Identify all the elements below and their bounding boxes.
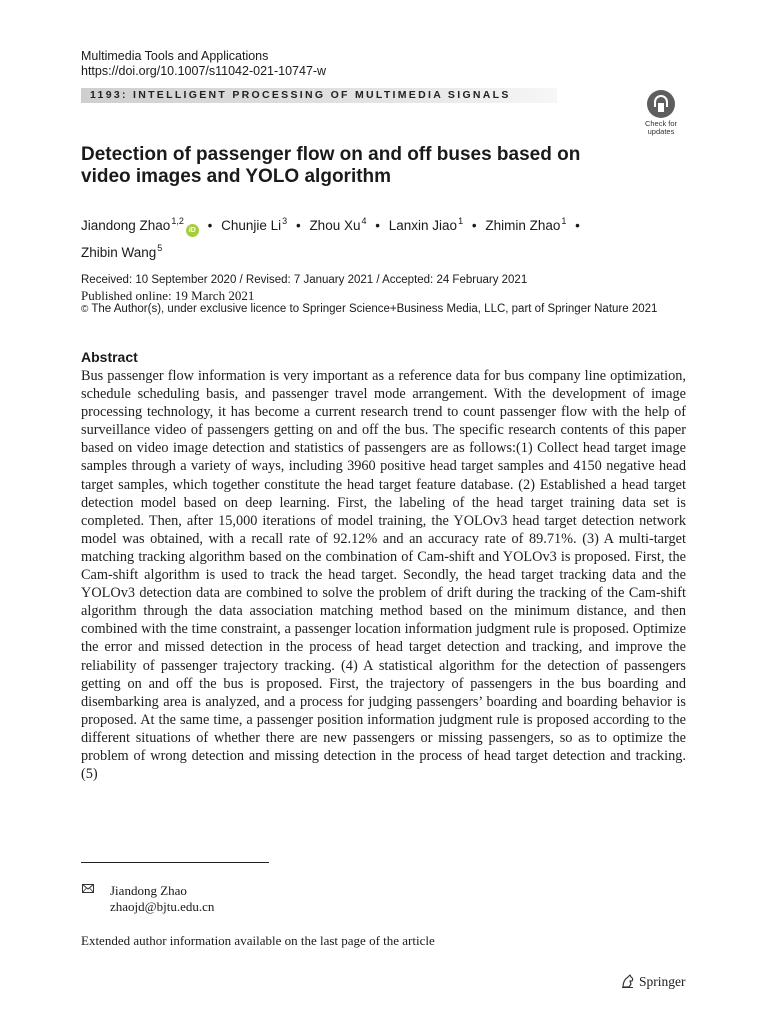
author-affiliation: 1 [561,216,567,226]
springer-logo [620,973,686,991]
author-name[interactable]: Chunjie Li [221,218,282,233]
publication-dates: Received: 10 September 2020 / Revised: 7 January 2021 / Accepted: 24 February 2021 [81,274,528,286]
corresponding-author-email[interactable]: zhaojd@bjtu.edu.cn [110,899,215,914]
section-banner: 1193: INTELLIGENT PROCESSING OF MULTIMEDIA SIGNALS [81,88,557,103]
corresponding-author-name: Jiandong Zhao [110,883,187,898]
footnote-divider [81,862,269,863]
abstract-body: Bus passenger flow information is very important as a reference data for bus company line optimization, schedule scheduling basis, and passenger travel mode arrangement. With the development of image processing technology, it has become a current research trend to count passenger flow with the help of surveillance video of passengers getting on and off the bus. The specific research contents of this paper based on video image detection and statistics of passengers are as follows:(1) Collect head target image samples through a variety of ways, including 3960 positive head target samples and 4150 negative head target samples, which together constitute the head target feature database. (2) Established a head target detection model based on deep learning. First, the labeling of the head target training data set is completed. Then, after 15,000 iterations of model training, the YOLOv3 head target detection network model was obtained, with a recall rate of 92.12% and an accuracy rate of 89.71%. (3) A multi-target matching tracking algorithm based on the combination of Cam-shift and YOLOv3 is proposed. First, the Cam-shift algorithm is used to track the head target. Secondly, the head target tracking data and the YOLOv3 detection data are combined to solve the problem of drift during the tracking of the Cam-shift algorithm through the data association matching method based on the minimum distance, and then combined with the time constraint, a passenger location information judgment rule is proposed. Optimize the error and missed detection in the process of head target detection and tracking, and improve the reliability of passenger trajectory tracking. (4) A statistical algorithm for the detection of passengers getting on and off the bus is proposed. First, the trajectory of passengers in the bus boarding and disembarking area is analyzed, and a process for judging passengers’ boarding and boarding behavior is proposed. At the same time, a passenger position information judgment rule is proposed according to the different situations of whether there are new passengers or missing passengers, so as to optimize the problem of wrong detection and missing detection in the process of head target detection and tracking. (5) [81,368,686,783]
copyright-line [81,302,657,317]
author-affiliation: 1 [458,216,464,226]
author-affiliation: 3 [282,216,288,226]
author-separator: • [375,218,380,233]
springer-horse-icon [620,973,636,989]
envelope-icon [82,884,94,893]
copyright-icon: © [81,304,89,315]
author-affiliation: 1,2 [171,216,184,226]
author-name[interactable]: Zhimin Zhao [485,218,561,233]
author-separator: • [471,218,477,233]
publisher-name: Springer [639,974,686,989]
author-affiliation: 4 [361,216,367,226]
abstract-heading: Abstract [81,349,138,365]
author-separator: • [207,218,213,233]
author-name[interactable]: Zhou Xu [309,218,361,233]
author-name[interactable]: Lanxin Jiao [388,218,458,233]
author-list [81,210,641,264]
author-separator: • [295,218,301,233]
author-affiliation: 5 [157,243,163,253]
check-for-updates-label: Check for updates [644,119,678,136]
orcid-icon[interactable]: iD [186,224,199,237]
author-separator: • [575,218,580,233]
author-name[interactable]: Jiandong Zhao [81,218,171,233]
bookmark-badge-icon [647,90,675,118]
journal-name: Multimedia Tools and Applications [81,49,269,63]
doi-link[interactable]: https://doi.org/10.1007/s11042-021-10747-w [81,64,327,78]
check-for-updates-badge[interactable] [637,88,685,136]
author-name[interactable]: Zhibin Wang [81,245,157,260]
paper-title: Detection of passenger flow on and off buses based on video images and YOLO algorithm [81,144,581,187]
published-online: Published online: 19 March 2021 [81,288,255,303]
copyright-text: The Author(s), under exclusive licence to Springer Science+Business Media, LLC, part of Springer Nature 2021 [91,303,658,315]
extended-author-info: Extended author information available on the last page of the article [81,933,435,948]
